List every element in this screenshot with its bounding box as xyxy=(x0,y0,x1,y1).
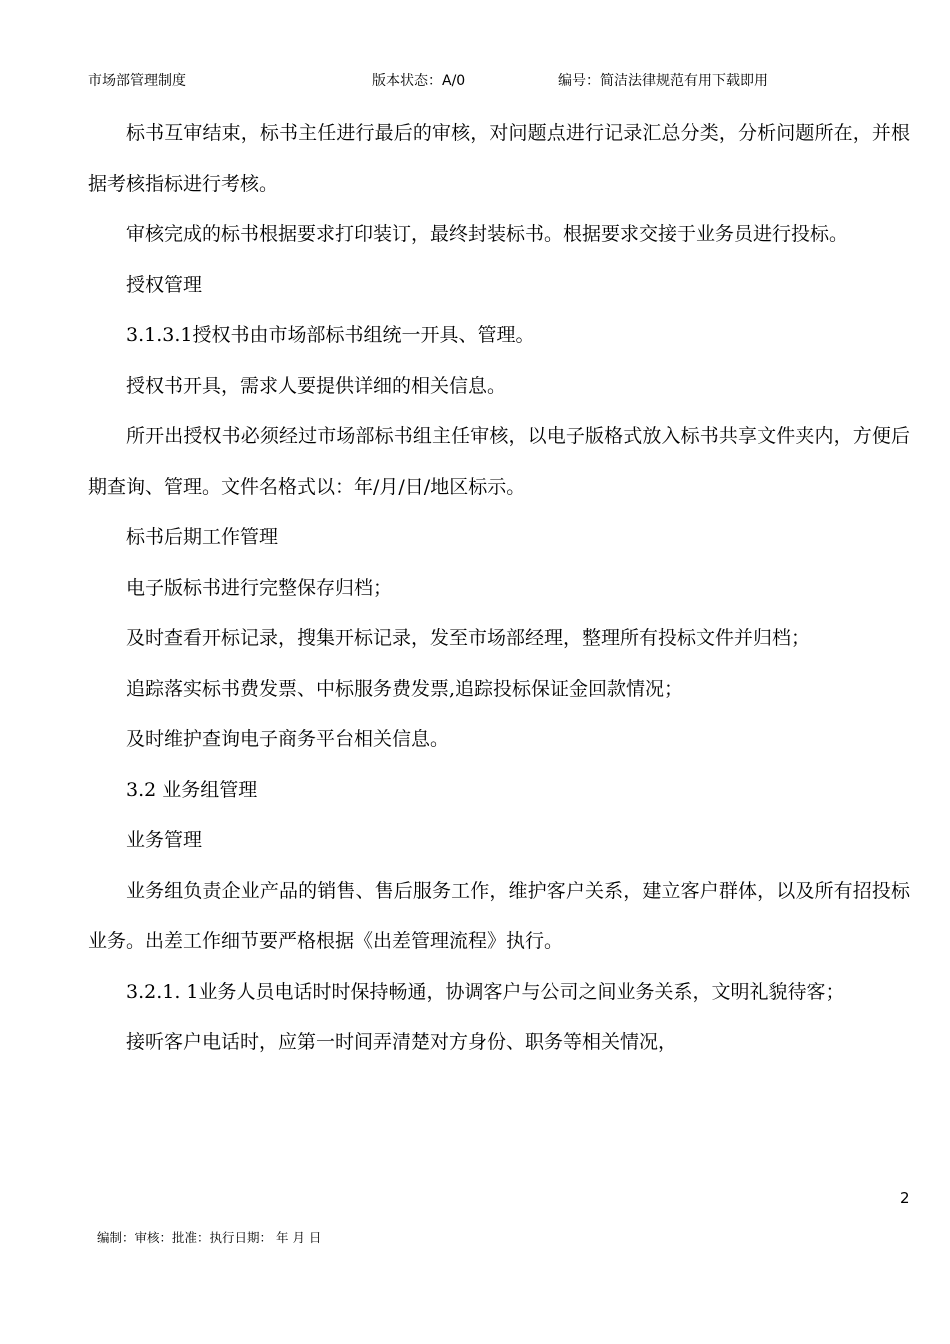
version-status: 版本状态：A/0 xyxy=(372,73,466,89)
page-header xyxy=(0,70,950,94)
section-heading: 授权管理 xyxy=(126,273,203,296)
paragraph: 所开出授权书必须经过市场部标书组主任审核，以电子版格式放入标书共享文件夹内，方便后期查询、管理。文件名格式以：年/月/日/地区标示。 xyxy=(88,425,910,498)
document-body xyxy=(88,108,910,1068)
paragraph: 业务组负责企业产品的销售、售后服务工作，维护客户关系，建立客户群体，以及所有招投标业务。出差工作细节要严格根据《出差管理流程》执行。 xyxy=(88,879,910,952)
paragraph: 标书互审结束，标书主任进行最后的审核，对问题点进行记录汇总分类，分析问题所在，并根据考核指标进行考核。 xyxy=(88,122,910,195)
section-heading: 业务管理 xyxy=(126,829,203,851)
paragraph: 电子版标书进行完整保存归档； xyxy=(126,576,393,599)
section-heading: 3.2 业务组管理 xyxy=(126,778,258,801)
paragraph: 3.1.3.1授权书由市场部标书组统一开具、管理。 xyxy=(126,324,535,346)
section-heading: 标书后期工作管理 xyxy=(126,526,279,548)
document-title: 市场部管理制度 xyxy=(88,73,186,89)
paragraph: 追踪落实标书费发票、中标服务费发票,追踪投标保证金回款情况； xyxy=(126,677,684,700)
document-number: 编号：简洁法律规范有用下载即用 xyxy=(558,73,768,89)
paragraph: 授权书开具，需求人要提供详细的相关信息。 xyxy=(126,374,507,397)
paragraph: 及时查看开标记录，搜集开标记录，发至市场部经理，整理所有投标文件并归档； xyxy=(126,627,811,649)
paragraph: 接听客户电话时，应第一时间弄清楚对方身份、职务等相关情况， xyxy=(126,1031,678,1053)
paragraph: 及时维护查询电子商务平台相关信息。 xyxy=(126,728,450,750)
page-footer: 编制：审核：批准：执行日期： 年 月 日 xyxy=(97,1230,322,1245)
paragraph: 3.2.1. 1业务人员电话时时保持畅通，协调客户与公司之间业务关系，文明礼貌待客； xyxy=(126,980,845,1003)
page-number: 2 xyxy=(900,1189,910,1207)
paragraph: 审核完成的标书根据要求打印装订，最终封装标书。根据要求交接于业务员进行投标。 xyxy=(126,223,849,245)
